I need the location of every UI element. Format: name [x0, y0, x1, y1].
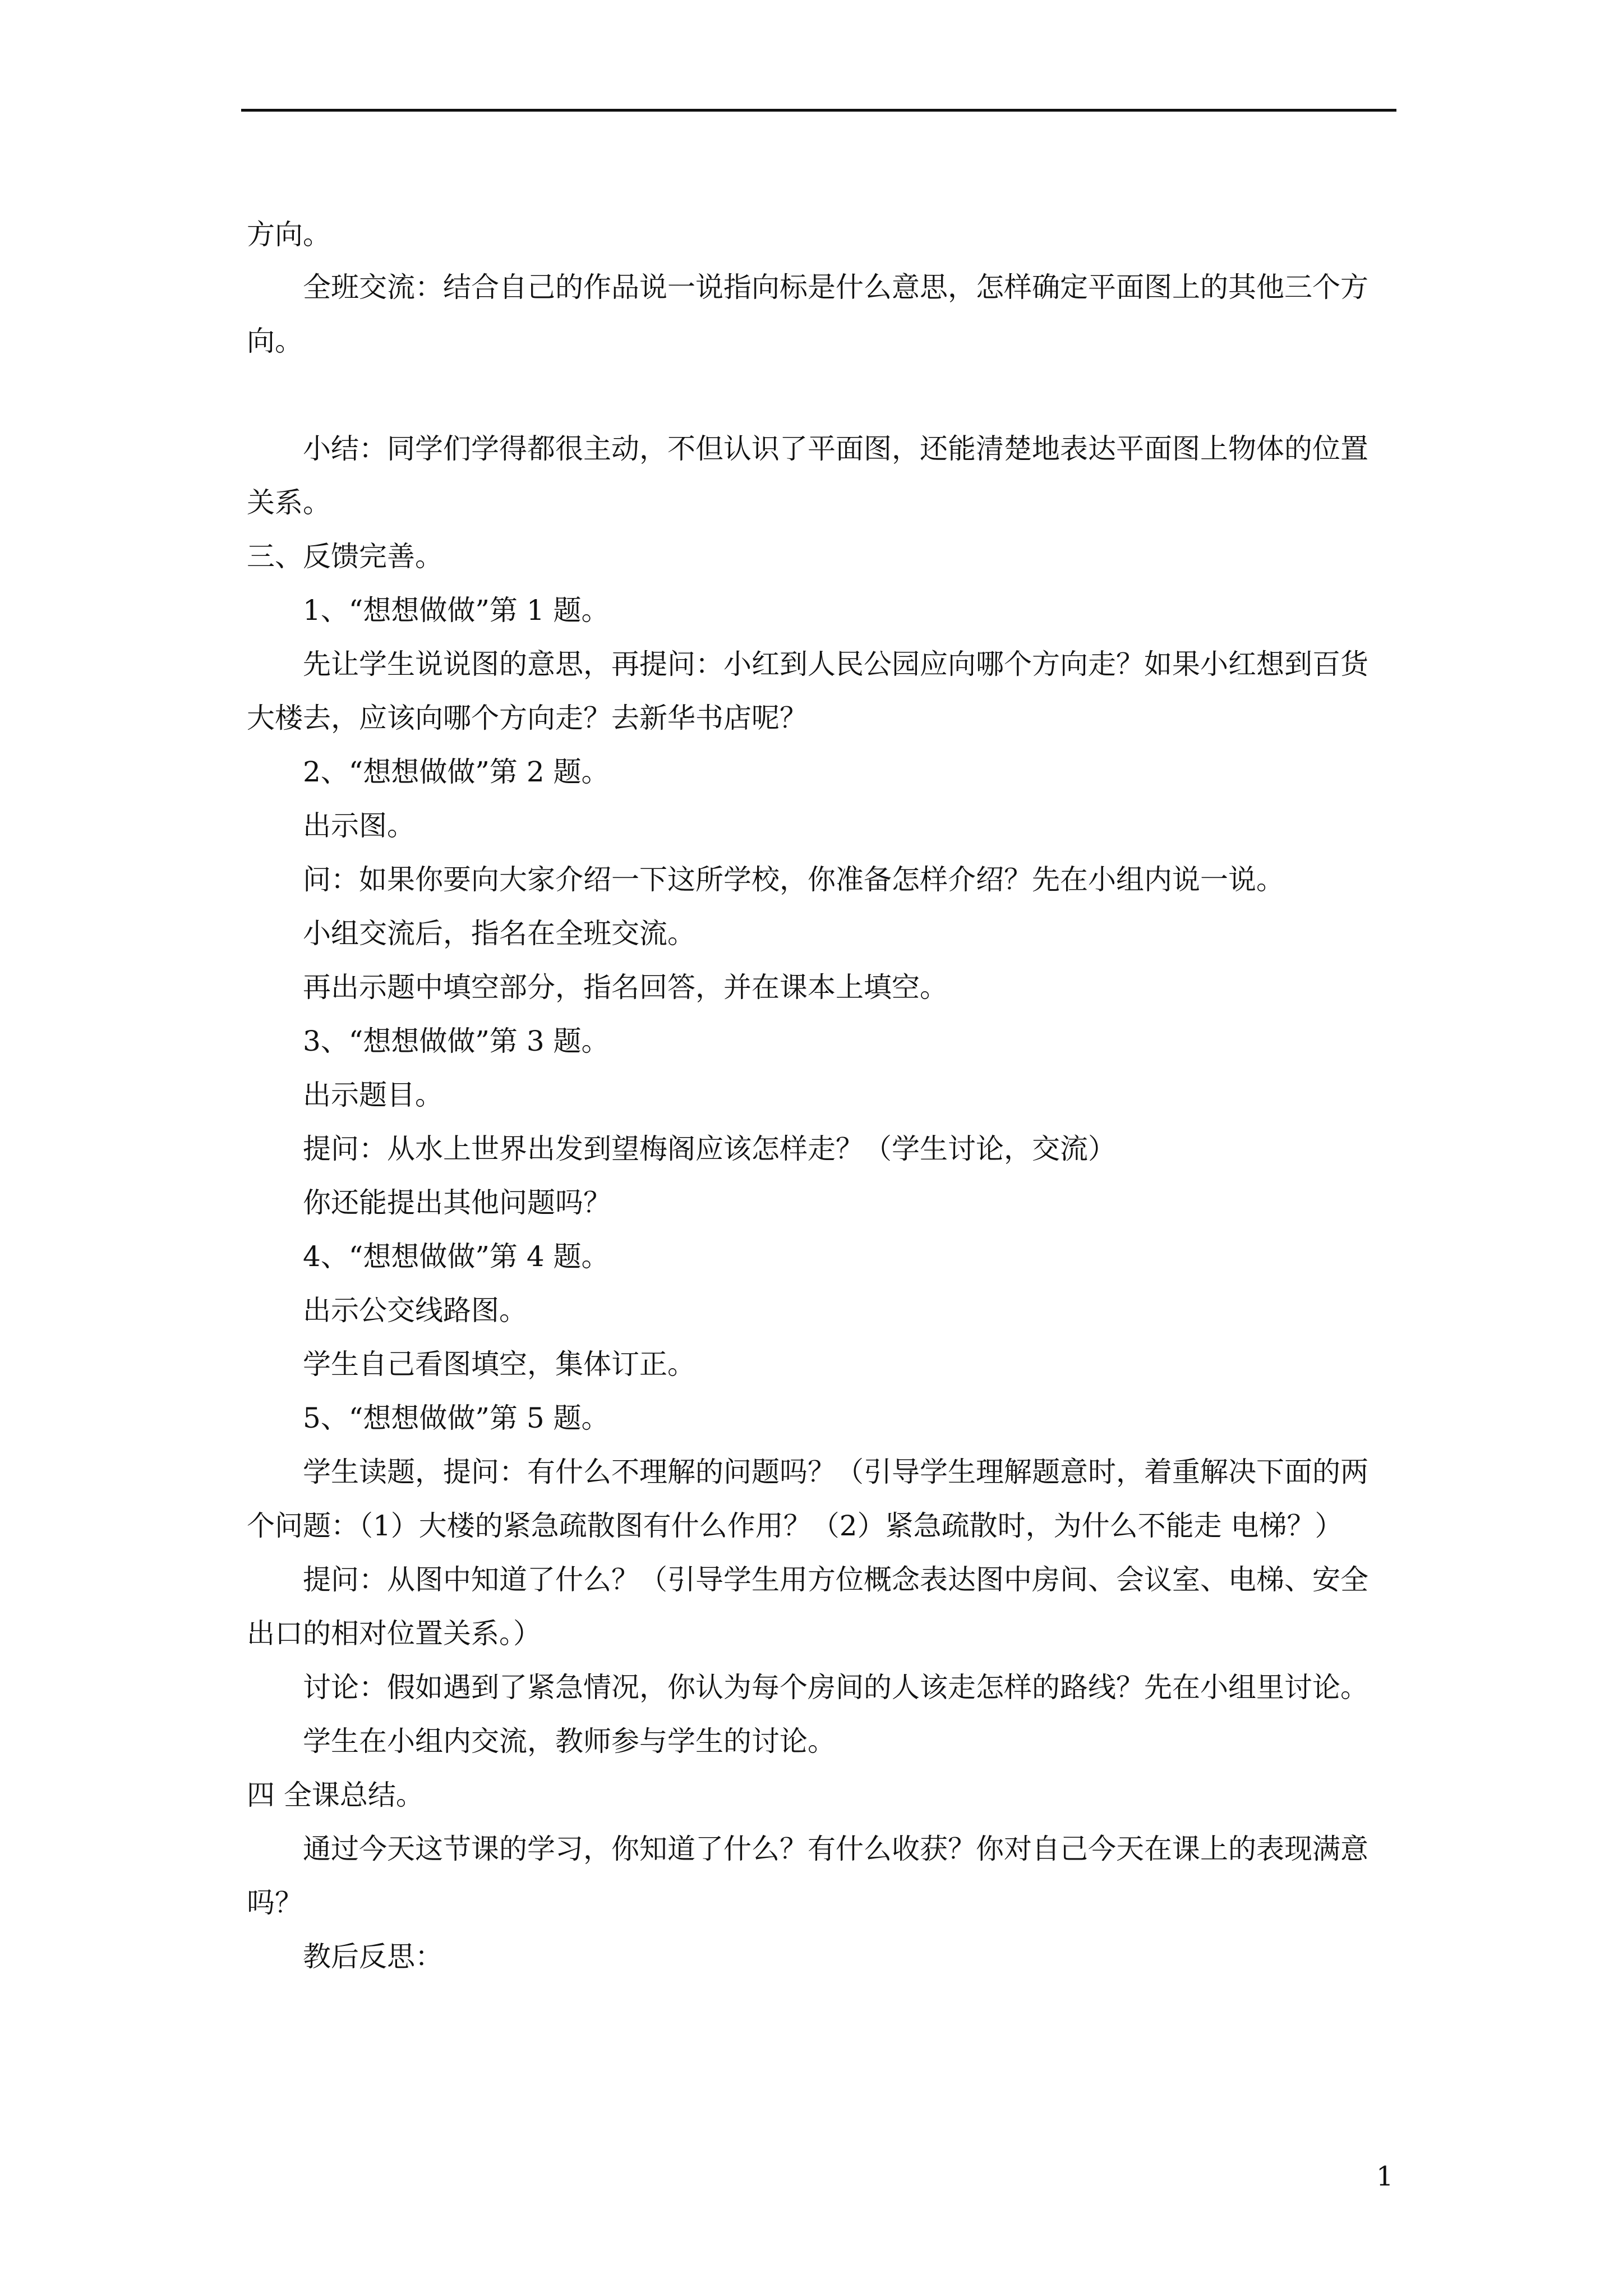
text-line: 出示公交线路图。	[303, 1294, 527, 1327]
text-line: 向。	[247, 325, 303, 357]
text-line: 你还能提出其他问题吗？	[303, 1186, 611, 1219]
header-rule	[241, 109, 1396, 112]
text-line: 关系。	[247, 486, 331, 519]
text-line: 再出示题中填空部分，指名回答，并在课本上填空。	[303, 971, 948, 1004]
text-line: 4、“想想做做”第 4 题。	[303, 1240, 610, 1273]
text-line: 小组交流后，指名在全班交流。	[303, 917, 695, 950]
text-line: 小结：同学们学得都很主动，不但认识了平面图，还能清楚地表达平面图上物体的位置	[303, 432, 1368, 465]
page-number: 1	[1376, 2161, 1394, 2192]
text-line: 出口的相对位置关系。）	[247, 1617, 541, 1650]
text-line: 3、“想想做做”第 3 题。	[303, 1025, 610, 1057]
text-line: 大楼去，应该向哪个方向走？去新华书店呢？	[247, 702, 808, 734]
text-line: 教后反思：	[303, 1940, 443, 1973]
section-heading: 三、反馈完善。	[247, 540, 443, 573]
text-line: 通过今天这节课的学习，你知道了什么？有什么收获？你对自己今天在课上的表现满意	[303, 1833, 1368, 1865]
text-line: 方向。	[247, 218, 331, 251]
text-line: 学生读题，提问：有什么不理解的问题吗？（引导学生理解题意时，着重解决下面的两	[303, 1456, 1368, 1488]
text-line: 提问：从图中知道了什么？（引导学生用方位概念表达图中房间、会议室、电梯、安全	[303, 1563, 1368, 1596]
text-line: 个问题：（1）大楼的紧急疏散图有什么作用？（2）紧急疏散时，为什么不能走 电梯？）	[247, 1510, 1343, 1542]
text-line: 全班交流：结合自己的作品说一说指向标是什么意思，怎样确定平面图上的其他三个方	[303, 271, 1368, 303]
text-line: 吗？	[247, 1887, 303, 1919]
text-line: 学生在小组内交流，教师参与学生的讨论。	[303, 1725, 836, 1757]
text-line: 学生自己看图填空，集体订正。	[303, 1348, 695, 1381]
section-heading: 四 全课总结。	[247, 1779, 424, 1811]
text-line: 出示题目。	[303, 1079, 443, 1111]
text-line: 出示图。	[303, 809, 415, 842]
text-line: 讨论：假如遇到了紧急情况，你认为每个房间的人该走怎样的路线？先在小组里讨论。	[303, 1671, 1368, 1704]
text-line: 问：如果你要向大家介绍一下这所学校，你准备怎样介绍？先在小组内说一说。	[303, 863, 1284, 896]
text-line: 5、“想想做做”第 5 题。	[303, 1402, 610, 1434]
text-line: 提问：从水上世界出发到望梅阁应该怎样走？（学生讨论，交流）	[303, 1133, 1116, 1165]
text-line: 2、“想想做做”第 2 题。	[303, 756, 610, 788]
text-line: 1、“想想做做”第 1 题。	[303, 594, 610, 627]
text-line: 先让学生说说图的意思，再提问：小红到人民公园应向哪个方向走？如果小红想到百货	[303, 648, 1368, 680]
